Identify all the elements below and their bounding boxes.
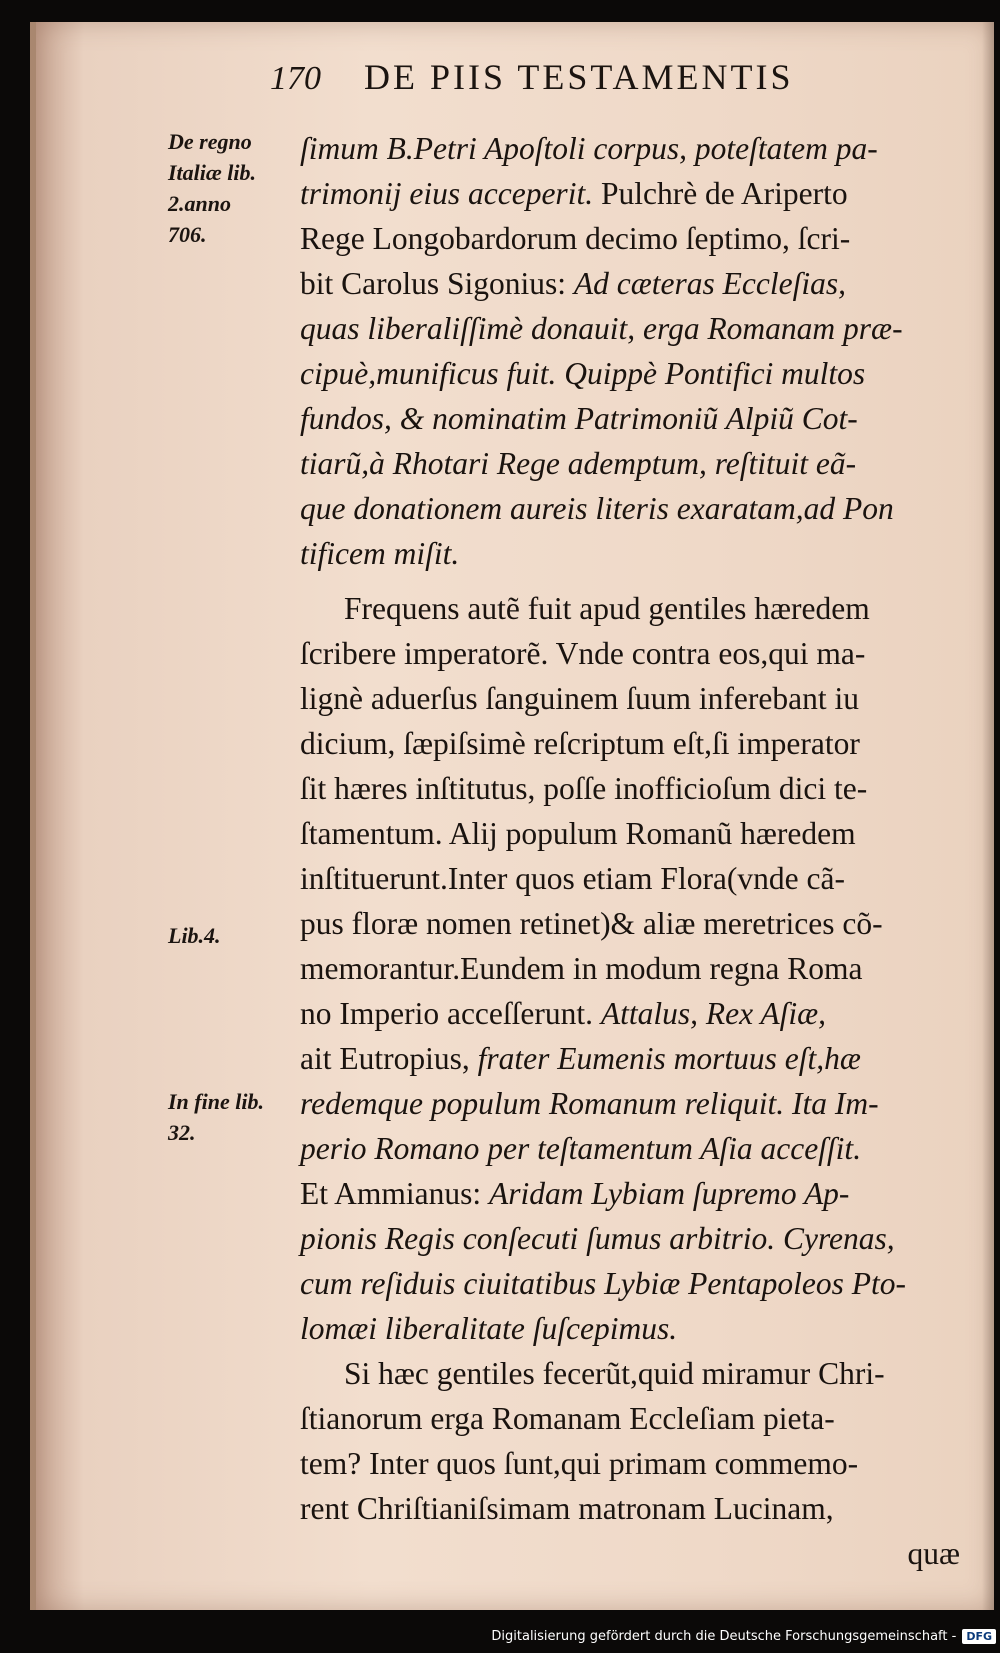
roman-segment: rent Chriſtianiſsimam matronam Lucinam,: [300, 1491, 834, 1526]
roman-segment: Frequens autẽ fuit apud gentiles hæredem: [344, 591, 870, 626]
text-line: [300, 261, 960, 306]
text-line: [300, 1441, 960, 1486]
page-header: [270, 56, 890, 106]
text-line: [300, 306, 960, 351]
roman-segment: ſit hæres inſtitutus, poſſe inofficioſum dici te-: [300, 771, 868, 806]
text-line: [300, 441, 960, 486]
marginal-note-line: 706.: [168, 222, 207, 247]
marginal-note-line: In fine lib.: [168, 1089, 264, 1114]
italic-segment: cipuè,munificus fuit. Quippè Pontifici multos: [300, 356, 866, 391]
italic-segment: Attalus, Rex Aſiæ,: [600, 996, 827, 1031]
marginal-note-line: De regno: [168, 129, 252, 154]
text-line: [300, 1486, 960, 1531]
main-text-block: [300, 126, 960, 1576]
roman-segment: memorantur.Eundem in modum regna Roma: [300, 951, 863, 986]
italic-segment: perio Romano per teſtamentum Aſia acceſſit.: [300, 1131, 862, 1166]
italic-segment: frater Eumenis mortuus eſt,hæ: [477, 1041, 861, 1076]
roman-segment: pus floræ nomen retinet)& aliæ meretrices cõ-: [300, 906, 883, 941]
roman-segment: bit Carolus Sigonius:: [300, 266, 574, 301]
text-line: [300, 856, 960, 901]
text-line: [300, 1126, 960, 1171]
roman-segment: ſtianorum erga Romanam Eccleſiam pieta-: [300, 1401, 835, 1436]
marginal-note-line: Lib.4.: [168, 923, 221, 948]
italic-segment: cum reſiduis ciuitatibus Lybiæ Pentapoleos Pto-: [300, 1266, 906, 1301]
roman-segment: Et Ammianus:: [300, 1176, 489, 1211]
text-line: [300, 531, 960, 576]
running-title: DE PIIS TESTAMENTIS: [364, 57, 794, 97]
italic-segment: Ad cæteras Eccleſias,: [573, 266, 846, 301]
text-line: [300, 126, 960, 171]
text-line: [300, 721, 960, 766]
text-line: [300, 1171, 960, 1216]
text-line: [300, 1081, 960, 1126]
text-line: [300, 1036, 960, 1081]
page-number: 170: [270, 60, 321, 97]
text-line: [300, 631, 960, 676]
italic-segment: Aridam Lybiam ſupremo Ap-: [489, 1176, 850, 1211]
text-line: [300, 1216, 960, 1261]
text-line: [300, 946, 960, 991]
italic-segment: que donationem aureis literis exaratam,ad Pon: [300, 491, 894, 526]
roman-segment: Si hæc gentiles fecerũt,quid miramur Chri-: [344, 1356, 885, 1391]
italic-segment: redemque populum Romanum reliquit. Ita Im-: [300, 1086, 879, 1121]
italic-segment: lomæi liberalitate ſuſcepimus.: [300, 1311, 678, 1346]
marginal-note-1: [168, 126, 288, 250]
italic-segment: pionis Regis conſecuti ſumus arbitrio. Cyrenas,: [300, 1221, 895, 1256]
text-line: [300, 396, 960, 441]
text-line: [300, 1396, 960, 1441]
roman-segment: ſtamentum. Alij populum Romanũ hæredem: [300, 816, 856, 851]
marginal-note-3: [168, 1086, 288, 1148]
dfg-logo: DFG: [962, 1629, 996, 1644]
italic-segment: fundos, & nominatim Patrimoniũ Alpiũ Cot-: [300, 401, 858, 436]
italic-segment: tiarũ,à Rhotari Rege ademptum, reſtituit eã-: [300, 446, 857, 481]
roman-segment: dicium, ſæpiſsimè reſcriptum eſt,ſi imperator: [300, 726, 860, 761]
text-line: [300, 991, 960, 1036]
text-line: [300, 351, 960, 396]
digitization-footer: [491, 1623, 996, 1649]
roman-segment: ait Eutropius,: [300, 1041, 478, 1076]
text-line: [300, 586, 960, 631]
text-line: [300, 1306, 960, 1351]
roman-segment: inſtituerunt.Inter quos etiam Flora(vnde cã-: [300, 861, 845, 896]
text-line: [300, 216, 960, 261]
roman-segment: ſcribere imperatorẽ. Vnde contra eos,qui ma-: [300, 636, 866, 671]
roman-segment: lignè aduerſus ſanguinem ſuum inferebant iu: [300, 681, 859, 716]
text-line: [300, 486, 960, 531]
roman-segment: quæ: [907, 1536, 960, 1571]
text-line: [300, 1261, 960, 1306]
roman-segment: Rege Longobardorum decimo ſeptimo, ſcri-: [300, 221, 851, 256]
text-line: [300, 901, 960, 946]
marginal-note-line: 32.: [168, 1120, 196, 1145]
page-edge-shadow: [982, 22, 994, 1610]
italic-segment: ſimum B.Petri Apoſtoli corpus, poteſtatem pa-: [300, 131, 878, 166]
text-line: [300, 811, 960, 856]
text-line: [300, 171, 960, 216]
roman-segment: no Imperio acceſſerunt.: [300, 996, 601, 1031]
marginal-note-line: Italiæ lib.: [168, 160, 257, 185]
italic-segment: trimonij eius acceperit.: [300, 176, 601, 211]
footer-credit: Digitalisierung gefördert durch die Deutsche Forschungsgemeinschaft -: [491, 1628, 957, 1644]
italic-segment: quas liberaliſſimè donauit, erga Romanam præ-: [300, 311, 903, 346]
text-line: [300, 676, 960, 721]
italic-segment: tificem miſit.: [300, 536, 460, 571]
roman-segment: Pulchrè de Ariperto: [600, 176, 848, 211]
marginal-note-2: [168, 920, 288, 951]
text-line: [300, 766, 960, 811]
text-line: [300, 1351, 960, 1396]
roman-segment: tem? Inter quos ſunt,qui primam commemo-: [300, 1446, 859, 1481]
marginal-note-line: 2.anno: [168, 191, 231, 216]
catchword: [300, 1531, 960, 1576]
